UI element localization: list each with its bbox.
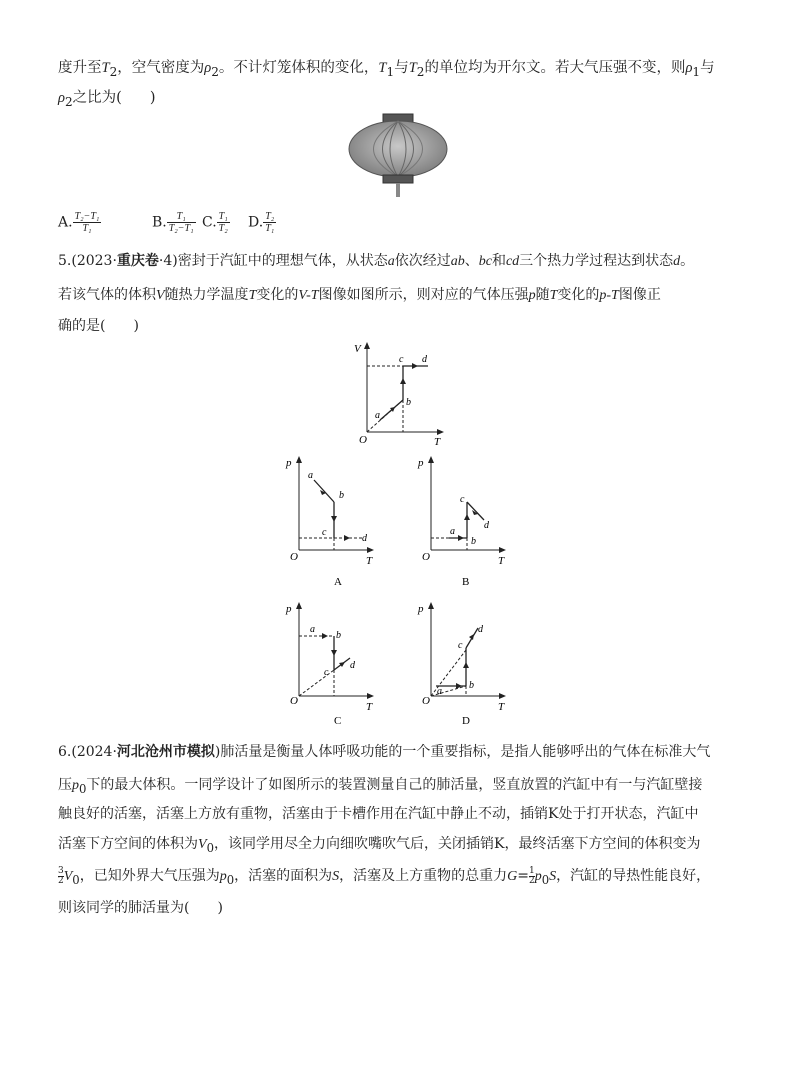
vt-graph bbox=[350, 340, 450, 448]
q4-line-1: 度升至$T_2$，空气密度为$\rho_2$。不计灯笼体积的变化，$T_1$与$T_2$的单位均为开尔文。若大气压强不变，则$\rho_1$与 bbox=[58, 60, 715, 79]
vt-label-a: a bbox=[375, 410, 380, 421]
q6-line-6: 则该同学的肺活量为( ) bbox=[58, 900, 223, 916]
option-C[interactable]: C. $\frac{\text{T₁}}{\text{T₂}}$ bbox=[202, 211, 228, 234]
option-B[interactable]: B. $\frac{\text{T₁}}{\text{T₂−T₁}}$ bbox=[152, 211, 194, 234]
D-label-b: b bbox=[469, 680, 474, 691]
q6-line-2: 压$p_0$下的最大体积。一同学设计了如图所示的装置测量自己的肺活量，竖直放置的汽缸中有一与汽缸壁接 bbox=[58, 777, 703, 796]
D-x-label: T bbox=[498, 701, 505, 713]
q4-line-2: $\rho_2$之比为( ) bbox=[58, 90, 156, 109]
C-label-b: b bbox=[336, 630, 341, 641]
D-label-c: c bbox=[458, 640, 463, 651]
q6-line-5: $\frac{3}{2}$ $V_0$，已知外界大气压强为$p_0$，活塞的面积为S，活塞及上方重物的总重力G= $\frac{1}{2}$ $p_0S$，汽缸的导热性能良好， bbox=[58, 865, 711, 887]
C-label-d: d bbox=[350, 660, 355, 671]
C-x-label: T bbox=[366, 701, 373, 713]
pt-graph-D bbox=[414, 598, 514, 730]
C-origin: O bbox=[290, 695, 298, 707]
lantern-image bbox=[347, 112, 449, 200]
vt-x-label: T bbox=[434, 436, 441, 448]
D-origin: O bbox=[422, 695, 430, 707]
q6-line-4: 活塞下方空间的体积为$V_0$，该同学用尽全力向细吹嘴吹气后，关闭插销K，最终活塞下方空间的体积变为 bbox=[58, 836, 701, 855]
A-y-label: p bbox=[286, 457, 292, 469]
D-caption: D bbox=[462, 715, 470, 727]
A-caption: A bbox=[334, 576, 342, 588]
B-label-a: a bbox=[450, 526, 455, 537]
pt-graph-A bbox=[282, 452, 382, 592]
C-caption: C bbox=[334, 715, 342, 727]
vt-y-label: V bbox=[354, 343, 361, 355]
C-y-label: p bbox=[286, 603, 292, 615]
A-origin: O bbox=[290, 551, 298, 563]
A-x-label: T bbox=[366, 555, 373, 567]
D-y-label: p bbox=[418, 603, 424, 615]
option-D[interactable]: D. $\frac{\text{T₂}}{\text{T₁}}$ bbox=[248, 211, 275, 234]
B-origin: O bbox=[422, 551, 430, 563]
q6-line-3: 触良好的活塞，活塞上方放有重物，活塞由于卡槽作用在汽缸中静止不动，插销K处于打开状态，汽缸中 bbox=[58, 806, 699, 822]
B-caption: B bbox=[462, 576, 470, 588]
A-label-a: a bbox=[308, 470, 313, 481]
B-y-label: p bbox=[418, 457, 424, 469]
B-label-b: b bbox=[471, 536, 476, 547]
vt-label-d: d bbox=[422, 354, 427, 365]
C-label-a: a bbox=[310, 624, 315, 635]
vt-label-b: b bbox=[406, 397, 411, 408]
C-label-c: c bbox=[324, 667, 329, 678]
q6-line-1: 6.(2024·河北沧州市模拟)肺活量是衡量人体呼吸功能的一个重要指标，是指人能够呼出的气体在标准大气 bbox=[58, 744, 711, 760]
q5-line-2: 若该气体的体积V随热力学温度T变化的V-T图像如图所示，则对应的气体压强p随T变化的p-T图像正 bbox=[58, 287, 661, 303]
A-label-b: b bbox=[339, 490, 344, 501]
q5-line-1: 5.(2023·重庆卷·4)密封于汽缸中的理想气体，从状态a依次经过ab、bc和cd三个热力学过程达到状态d。 bbox=[58, 253, 695, 269]
option-A[interactable]: A. $\frac{\text{T₂−T₁}}{\text{T₁}}$ bbox=[58, 211, 100, 234]
pt-graph-C bbox=[282, 598, 382, 730]
A-label-d: d bbox=[362, 533, 367, 544]
vt-label-c: c bbox=[399, 354, 404, 365]
pt-graph-B bbox=[414, 452, 514, 592]
q5-line-3: 确的是( ) bbox=[58, 318, 139, 334]
D-label-a: a bbox=[437, 686, 442, 697]
D-label-d: d bbox=[478, 624, 483, 635]
B-x-label: T bbox=[498, 555, 505, 567]
vt-origin: O bbox=[359, 434, 367, 446]
B-label-c: c bbox=[460, 494, 465, 505]
A-label-c: c bbox=[322, 527, 327, 538]
B-label-d: d bbox=[484, 520, 489, 531]
